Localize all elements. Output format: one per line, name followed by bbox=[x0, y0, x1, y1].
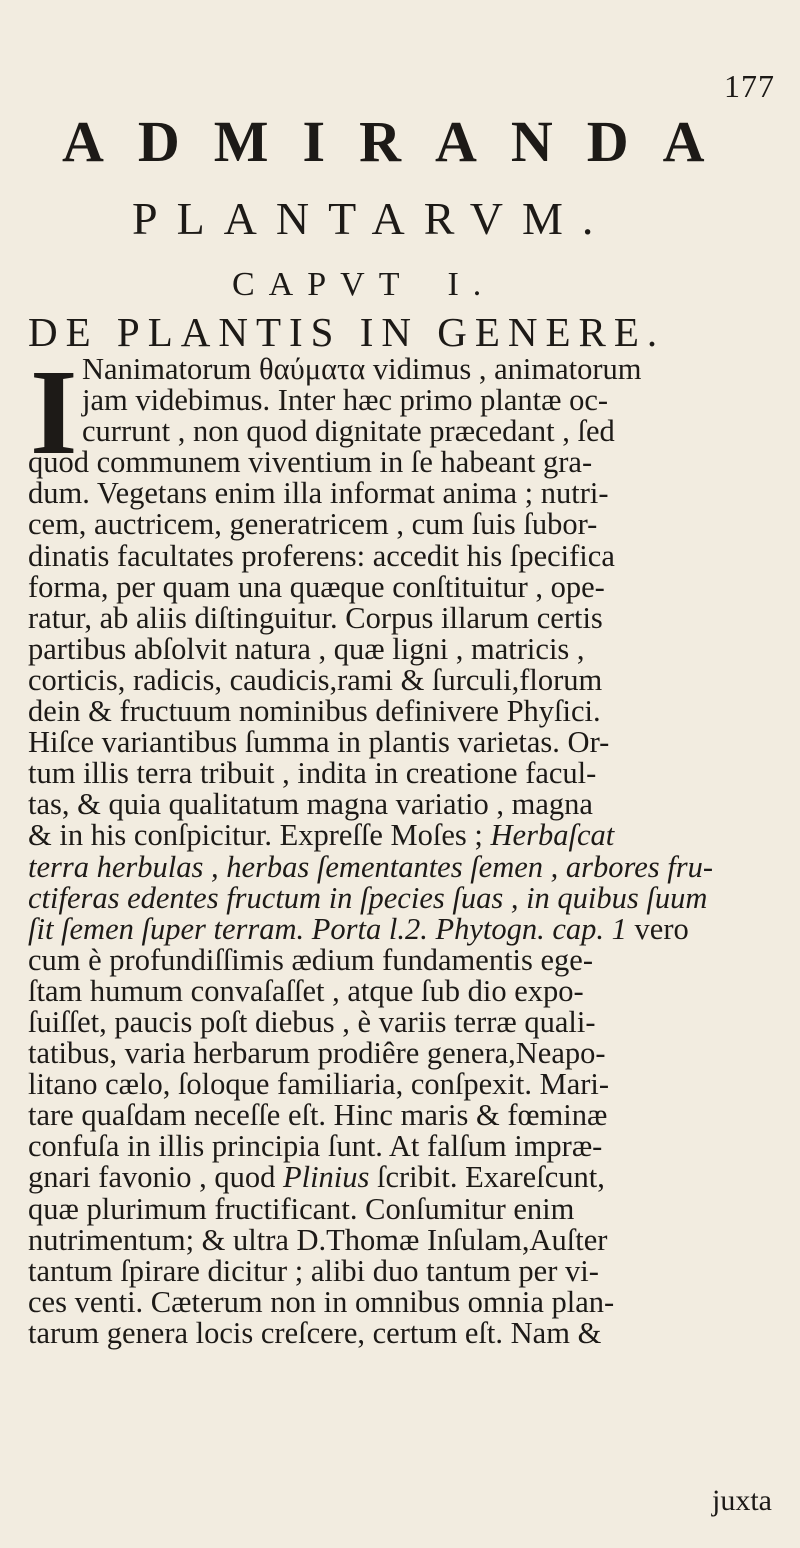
text-line: ctiferas edentes fructum in ſpecies ſuas , in quibus ſuum bbox=[28, 880, 708, 915]
title-line-2: PLANTARVM. bbox=[132, 193, 613, 244]
text-line: partibus abſolvit natura , quæ ligni , matricis , bbox=[28, 631, 585, 666]
text-line: ratur, ab aliis diſtinguitur. Corpus illarum certis bbox=[28, 600, 603, 635]
text-line: cum è profundiſſimis ædium fundamentis ege- bbox=[28, 942, 593, 977]
text-line: tare quaſdam neceſſe eſt. Hinc maris & fœminæ bbox=[28, 1098, 608, 1133]
chapter-number: I. bbox=[447, 266, 496, 303]
text-line: tum illis terra tribuit , indita in creatione facul- bbox=[28, 756, 597, 791]
text-line: terra herbulas , herbas ſementantes ſemen , arbores fru- bbox=[28, 849, 714, 884]
text-line: litano cælo, ſoloque familiaria, conſpexit. Mari- bbox=[28, 1067, 610, 1102]
text-line: jam videbimus. Inter hæc primo plantæ oc- bbox=[82, 383, 609, 418]
text-line: ſuiſſet, paucis poſt diebus , è variis terræ quali- bbox=[28, 1004, 596, 1039]
text-line: dum. Vegetans enim illa informat anima ; nutri- bbox=[28, 476, 609, 511]
text-line: Nanimatorum θαύματα vidimus , animatorum bbox=[82, 352, 642, 386]
text-line: tatibus, varia herbarum prodiêre genera,Neapo- bbox=[28, 1036, 606, 1071]
text-line: corticis, radicis, caudicis,rami & ſurculi,florum bbox=[28, 662, 603, 697]
text-line: ſtam humum convaſaſſet , atque ſub dio expo- bbox=[28, 973, 584, 1008]
text-line: Hiſce variantibus ſumma in plantis varietas. Or- bbox=[28, 725, 610, 760]
text-line: confuſa in illis principia ſunt. At falſum impræ- bbox=[28, 1129, 603, 1164]
text-line: gnari favonio , quod Plinius ſcribit. Exareſcunt, bbox=[28, 1160, 605, 1195]
text-line: tarum genera locis creſcere, certum eſt. Nam & bbox=[28, 1315, 602, 1350]
text-line: dinatis facultates proferens: accedit his ſpecifica bbox=[28, 538, 615, 573]
text-line: & in his conſpicitur. Expreſſe Moſes ; Herbaſcat bbox=[28, 818, 615, 853]
text-line: dein & fructuum nominibus definivere Phyſici. bbox=[28, 694, 601, 729]
page-number: 177 bbox=[724, 68, 775, 104]
drop-cap: I bbox=[30, 345, 78, 480]
text-line: currunt , non quod dignitate præcedant , ſed bbox=[82, 414, 615, 449]
section-heading: DE PLANTIS IN GENERE. bbox=[28, 309, 666, 355]
text-line: quæ plurimum fructificant. Conſumitur enim bbox=[28, 1191, 575, 1226]
text-line: quod communem viventium in ſe habeant gra- bbox=[28, 445, 593, 480]
chapter-label: CAPVT bbox=[232, 266, 414, 303]
text-line: tas, & quia qualitatum magna variatio , magna bbox=[28, 787, 593, 822]
text-line: ſit ſemen ſuper terram. Porta l.2. Phytogn. cap. 1 vero bbox=[28, 911, 689, 946]
text-line: forma, per quam una quæque conſtituitur , ope- bbox=[28, 569, 605, 604]
text-line: nutrimentum; & ultra D.Thomæ Inſulam,Auſter bbox=[28, 1222, 608, 1257]
text-line: cem, auctricem, generatricem , cum ſuis ſubor- bbox=[28, 507, 598, 542]
title-line-1: ADMIRANDA bbox=[62, 109, 739, 174]
text-line: ces venti. Cæterum non in omnibus omnia plan- bbox=[28, 1284, 615, 1319]
catchword: juxta bbox=[712, 1484, 772, 1517]
body-text bbox=[28, 345, 788, 1350]
text-line: tantum ſpirare dicitur ; alibi duo tantum per vi- bbox=[28, 1253, 599, 1288]
chapter-heading bbox=[232, 266, 495, 304]
